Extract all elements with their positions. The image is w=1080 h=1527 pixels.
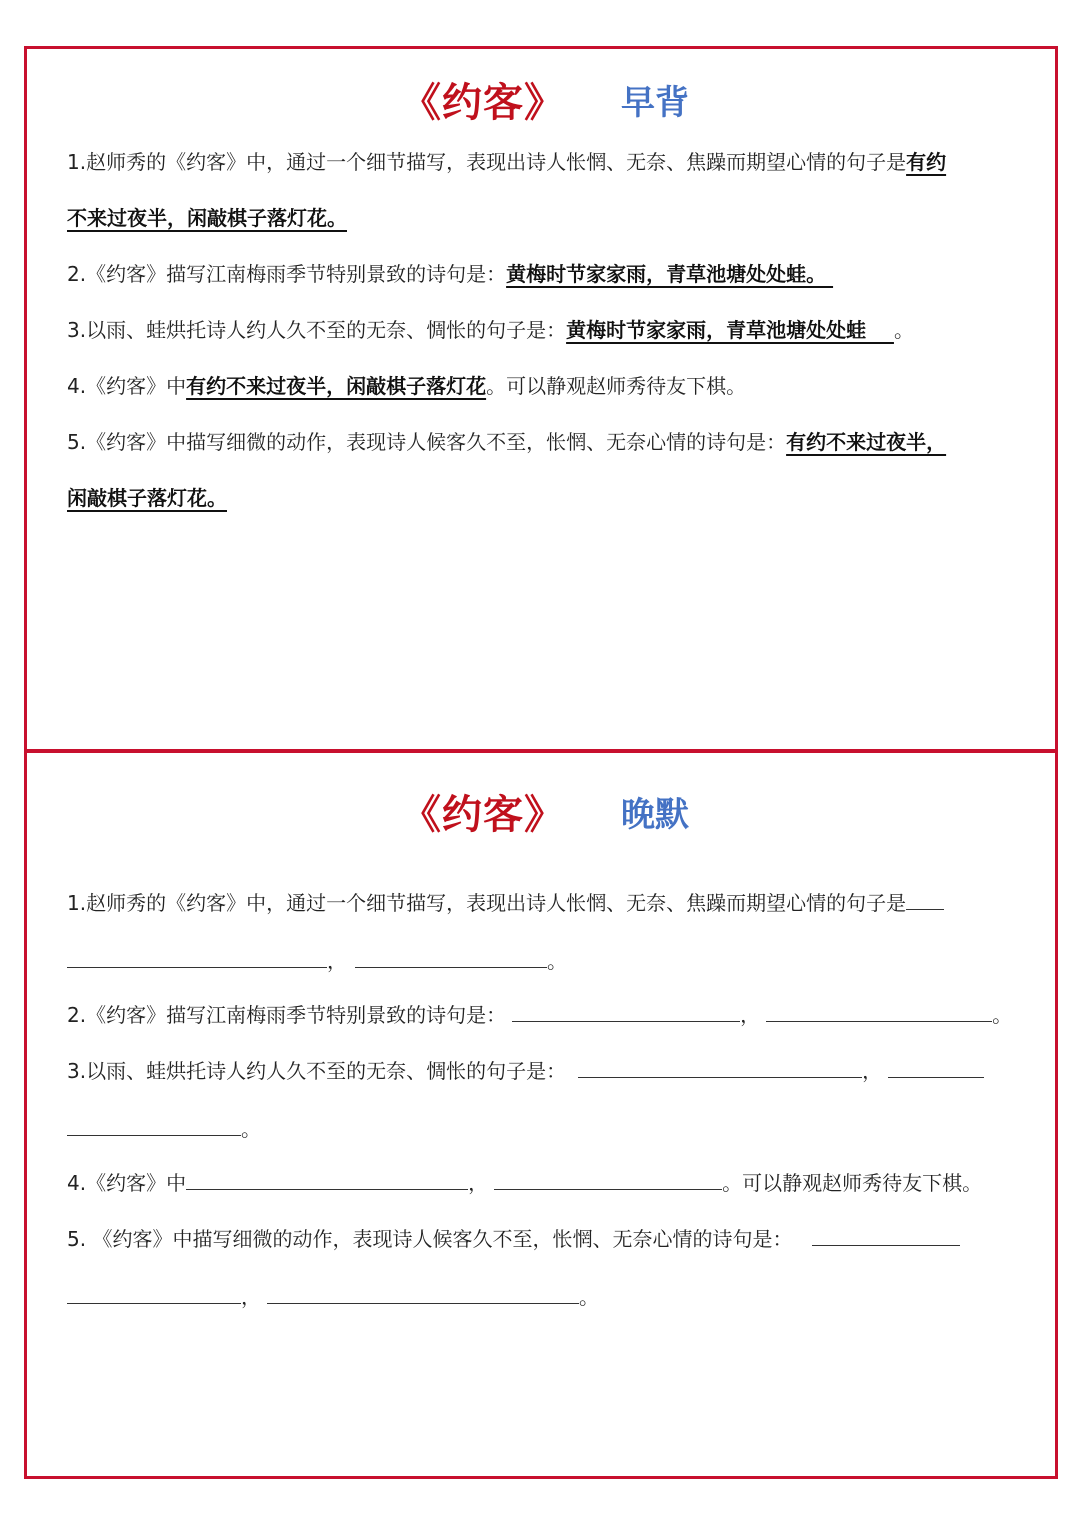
answer-blank[interactable] <box>67 1281 241 1304</box>
answer-blank[interactable] <box>267 1281 579 1304</box>
answer-blank[interactable] <box>186 1167 468 1190</box>
answer-blank[interactable] <box>888 1055 984 1078</box>
morning-q1-line1 <box>67 147 946 177</box>
morning-q5-line2 <box>67 483 227 513</box>
answer-blank[interactable] <box>512 999 740 1022</box>
comma: ， <box>241 1285 261 1309</box>
evening-q5-line1 <box>67 1223 960 1253</box>
answer-blank[interactable] <box>494 1167 722 1190</box>
evening-q1-line1 <box>67 887 944 917</box>
answer-blank[interactable] <box>906 887 944 910</box>
evening-title: 《约客》 <box>401 792 565 838</box>
evening-q3-line2 <box>67 1113 261 1143</box>
answer-blank[interactable] <box>67 1113 241 1136</box>
morning-q1-text: 1.赵师秀的《约客》中，通过一个细节描写，表现出诗人怅惘、无奈、焦躁而期望心情的句子是 <box>67 150 907 174</box>
evening-q4-prefix: 4.《约客》中 <box>67 1171 187 1195</box>
answer-blank[interactable] <box>812 1223 960 1246</box>
morning-q5-text: 5.《约客》中描写细微的动作，表现诗人候客久不至，怅惘、无奈心情的诗句是： <box>67 430 787 454</box>
morning-q3 <box>67 315 914 345</box>
evening-q2-text: 2.《约客》描写江南梅雨季节特别景致的诗句是： <box>67 1003 507 1027</box>
morning-q2-text: 2.《约客》描写江南梅雨季节特别景致的诗句是： <box>67 262 507 286</box>
morning-q4-prefix: 4.《约客》中 <box>67 374 187 398</box>
morning-title-row <box>27 73 1055 133</box>
evening-dictation-panel <box>24 750 1058 1479</box>
evening-title-row <box>27 785 1055 845</box>
morning-q4-end: 。可以静观赵师秀待友下棋。 <box>486 374 747 398</box>
morning-q3-end: 。 <box>893 318 914 342</box>
comma: ， <box>862 1059 883 1083</box>
evening-q5-line2 <box>67 1281 599 1311</box>
evening-q2 <box>67 999 1012 1029</box>
morning-q1-answer-part2: 不来过夜半，闲敲棋子落灯花。 <box>67 206 347 230</box>
evening-q3-line1 <box>67 1055 984 1085</box>
evening-q5-text: 5. 《约客》中描写细微的动作，表现诗人候客久不至，怅惘、无奈心情的诗句是： <box>67 1227 793 1251</box>
answer-blank[interactable] <box>355 945 547 968</box>
morning-q2 <box>67 259 833 289</box>
period: 。 <box>547 949 567 973</box>
morning-q5-answer-part1: 有约不来过夜半， <box>786 430 947 454</box>
morning-q4 <box>67 371 746 401</box>
answer-blank[interactable] <box>578 1055 862 1078</box>
morning-recitation-panel <box>24 46 1058 752</box>
comma: ， <box>468 1171 489 1195</box>
comma: ， <box>740 1003 761 1027</box>
period: 。 <box>241 1117 261 1141</box>
evening-q4-end: 。可以静观赵师秀待友下棋。 <box>722 1171 983 1195</box>
morning-q5-line1 <box>67 427 946 457</box>
morning-q4-answer: 有约不来过夜半，闲敲棋子落灯花 <box>186 374 487 398</box>
answer-blank[interactable] <box>766 999 992 1022</box>
evening-q3-text: 3.以雨、蛙烘托诗人约人久不至的无奈、惆怅的句子是： <box>67 1059 567 1083</box>
evening-q4 <box>67 1167 982 1197</box>
evening-subtitle: 晚默 <box>621 795 689 835</box>
comma: ， <box>327 949 347 973</box>
morning-q5-answer-part2: 闲敲棋子落灯花。 <box>67 486 227 510</box>
period: 。 <box>992 1003 1013 1027</box>
morning-title: 《约客》 <box>401 80 565 126</box>
morning-q3-text: 3.以雨、蛙烘托诗人约人久不至的无奈、惆怅的句子是： <box>67 318 567 342</box>
morning-q2-answer: 黄梅时节家家雨，青草池塘处处蛙。 <box>506 262 834 286</box>
evening-q1-line2 <box>67 945 567 975</box>
morning-q3-answer: 黄梅时节家家雨，青草池塘处处蛙 <box>566 318 894 342</box>
morning-subtitle: 早背 <box>621 83 689 123</box>
answer-blank[interactable] <box>67 945 327 968</box>
morning-q1-line2 <box>67 203 347 233</box>
morning-q1-answer-part1: 有约 <box>906 150 947 174</box>
evening-q1-text: 1.赵师秀的《约客》中，通过一个细节描写，表现出诗人怅惘、无奈、焦躁而期望心情的句子是 <box>67 891 907 915</box>
period: 。 <box>579 1285 599 1309</box>
